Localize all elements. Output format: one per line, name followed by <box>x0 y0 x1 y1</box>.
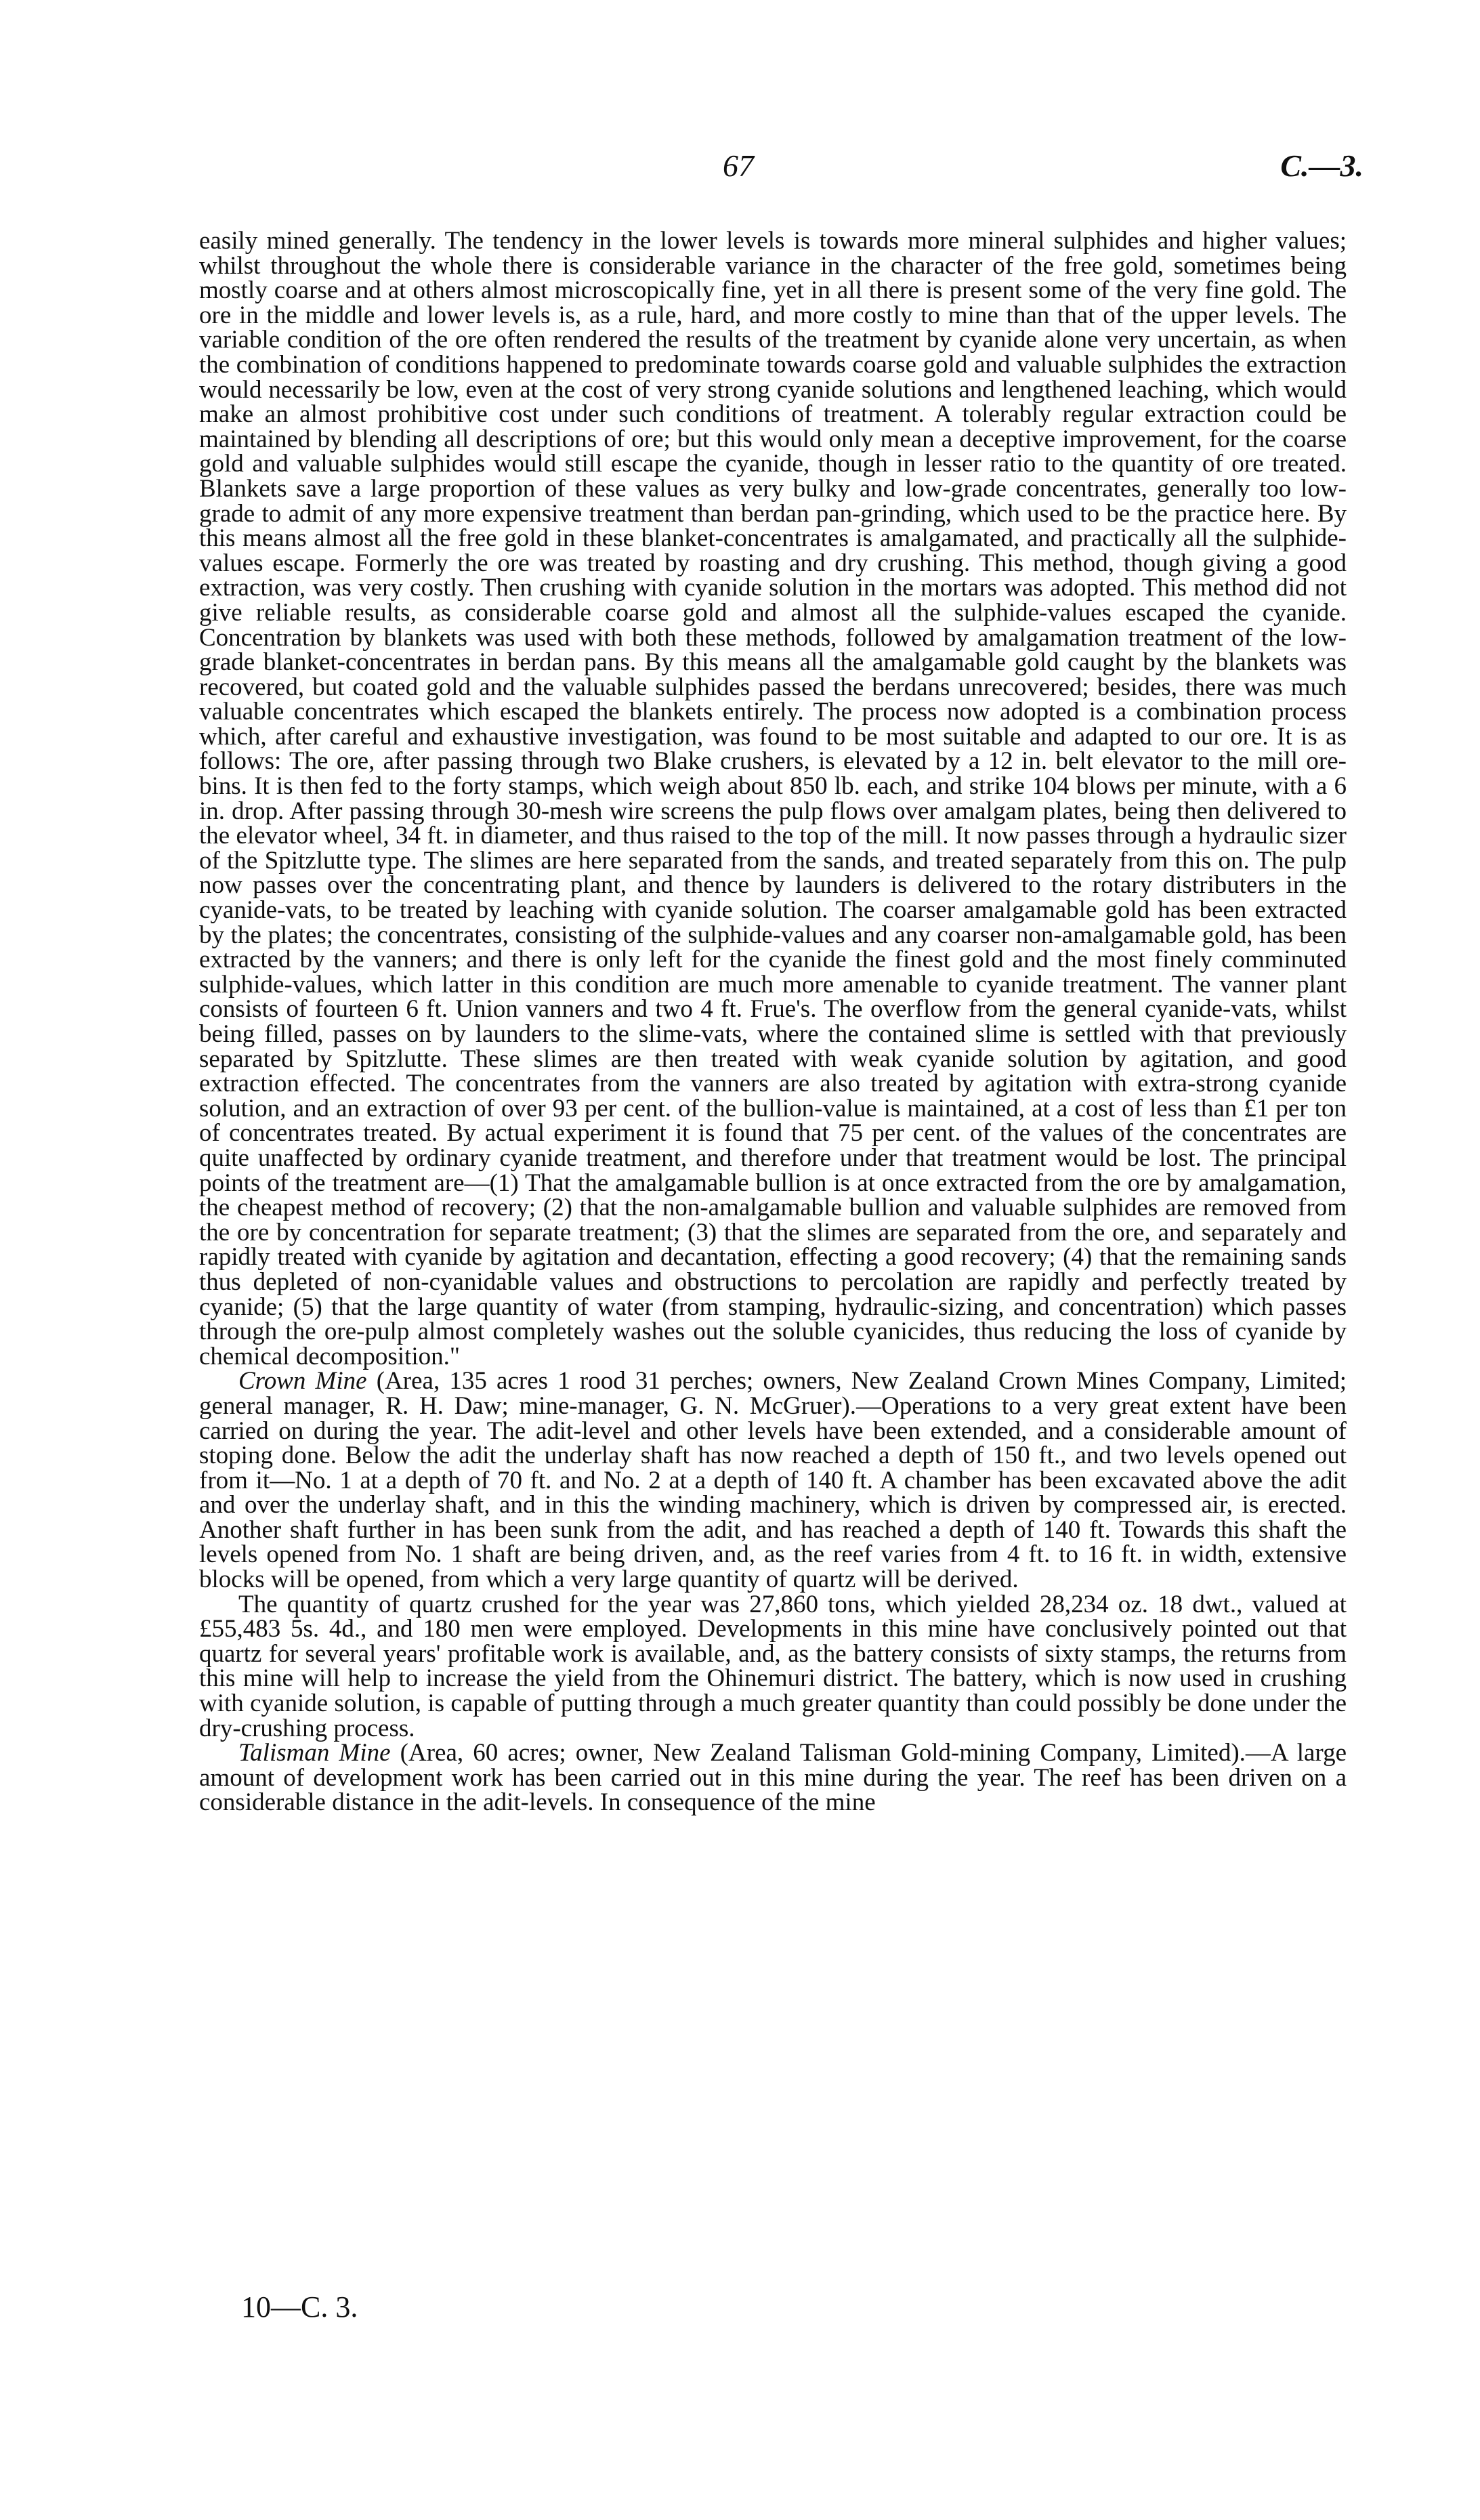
paragraph-crown-mine-body: (Area, 135 acres 1 rood 31 perches; owners, New Zealand Crown Mines Company, Limited; general manager, R. H. Daw; mine-manager, G. N. McGruer).—Operations to a very great extent have been carried on during the year. The adit-level and other levels have been extended, and a considerable amount of stoping done. Below the adit the underlay shaft has now reached a depth of 150 ft., and two levels opened out from it—No. 1 at a depth of 70 ft. and No. 2 at a depth of 140 ft. A chamber has been excavated above the adit and over the underlay shaft, and in this the winding machinery, which is driven by compressed air, is erected. Another shaft further in has been sunk from the adit, and has reached a depth of 140 ft. Towards this shaft the levels opened from No. 1 shaft are being driven, and, as the reef varies from 4 ft. to 16 ft. in width, extensive blocks will be opened, from which a very large quantity of quartz will be derived. <box>199 1367 1347 1594</box>
mine-name-talisman: Talisman Mine <box>238 1739 391 1767</box>
document-reference: C.—3. <box>1280 148 1363 183</box>
paragraph-crown-mine <box>199 1369 1347 1592</box>
page-number: 67 <box>723 148 754 183</box>
body-text <box>199 229 1347 1815</box>
paragraph-talisman-mine-body: (Area, 60 acres; owner, New Zealand Talisman Gold-mining Company, Limited).—A large amount of development work has been carried out in this mine during the year. The reef has been driven on a considerable distance in the adit-levels. In consequence of the mine <box>199 1739 1347 1817</box>
printer-signature: 10—C. 3. <box>241 2290 358 2324</box>
mine-name-crown: Crown Mine <box>238 1367 367 1395</box>
paragraph-talisman-mine <box>199 1741 1347 1815</box>
paragraph-stamper-battery-process: easily mined generally. The tendency in the lower levels is towards more mineral sulphides and higher values; whilst throughout the whole there is considerable variance in the character of the free gold, sometimes being mostly coarse and at others almost microscopically fine, yet in all there is present some of the very fine gold. The ore in the middle and lower levels is, as a rule, hard, and more costly to mine than that of the upper levels. The variable condition of the ore often rendered the results of the treatment by cyanide alone very uncertain, as when the combination of conditions happened to predominate towards coarse gold and valuable sulphides the extraction would necessarily be low, even at the cost of very strong cyanide solutions and lengthened leaching, which would make an almost prohibitive cost under such conditions of treatment. A tolerably regular extraction could be maintained by blending all descriptions of ore; but this would only mean a deceptive improvement, for the coarse gold and valuable sulphides would still escape the cyanide, though in lesser ratio to the quantity of ore treated. Blankets save a large proportion of these values as very bulky and low-grade concentrates, generally too low-grade to admit of any more expensive treatment than berdan pan-grinding, which used to be the practice here. By this means almost all the free gold in these blanket-concentrates is amalgamated, and practically all the sulphide-values escape. Formerly the ore was treated by roasting and dry crushing. This method, though giving a good extraction, was very costly. Then crushing with cyanide solution in the mortars was adopted. This method did not give reliable results, as considerable coarse gold and almost all the sulphide-values escaped the cyanide. Concentration by blankets was used with both these methods, followed by amalgamation treatment of the low-grade blanket-concentrates in berdan pans. By this means all the amalgamable gold caught by the blankets was recovered, but coated gold and the valuable sulphides passed the berdans unrecovered; besides, there was much valuable concentrates which escaped the blankets entirely. The process now adopted is a combination process which, after careful and exhaustive investigation, was found to be most suitable and adapted to our ore. It is as follows: The ore, after passing through two Blake crushers, is elevated by a 12 in. belt elevator to the mill ore-bins. It is then fed to the forty stamps, which weigh about 850 lb. each, and strike 104 blows per minute, with a 6 in. drop. After passing through 30-mesh wire screens the pulp flows over amalgam plates, being then delivered to the elevator wheel, 34 ft. in diameter, and thus raised to the top of the mill. It now passes through a hydraulic sizer of the Spitzlutte type. The slimes are here separated from the sands, and treated separately from this on. The pulp now passes over the concentrating plant, and thence by launders is delivered to the rotary distributers in the cyanide-vats, to be treated by leaching with cyanide solution. The coarser amalgamable gold has been extracted by the plates; the concentrates, consisting of the sulphide-values and any coarser non-amalgamable gold, has been extracted by the vanners; and there is only left for the cyanide the finest gold and the most finely comminuted sulphide-values, which latter in this condition are much more amenable to cyanide treatment. The vanner plant consists of fourteen 6 ft. Union vanners and two 4 ft. Frue's. The overflow from the general cyanide-vats, whilst being filled, passes on by launders to the slime-vats, where the contained slime is settled with that previously separated by Spitzlutte. These slimes are then treated with weak cyanide solution by agitation, and good extraction effected. The concentrates from the vanners are also treated by agitation with extra-strong cyanide solution, and an extraction of over 93 per cent. of the bullion-value is maintained, at a cost of less than £1 per ton of concentrates treated. By actual experiment it is found that 75 per cent. of the values of the concentrates are quite unaffected by ordinary cyanide treatment, and therefore under that treatment would be lost. The principal points of the treatment are—(1) That the amalgamable bullion is at once extracted from the ore by amalgamation, the cheapest method of recovery; (2) that the non-amalgamable bullion and valuable sulphides are removed from the ore by concentration for separate treatment; (3) that the slimes are separated from the ore, and separately and rapidly treated with cyanide by agitation and decantation, effecting a good recovery; (4) that the remaining sands thus depleted of non-cyanidable values and obstructions to percolation are rapidly and perfectly treated by cyanide; (5) that the large quantity of water (from stamping, hydraulic-sizing, and concentration) which passes through the ore-pulp almost completely washes out the soluble cyanicides, thus reducing the loss of cyanide by chemical decomposition." <box>199 227 1347 1370</box>
paragraph-crown-returns: The quantity of quartz crushed for the year was 27,860 tons, which yielded 28,234 oz. 18 dwt., valued at £55,483 5s. 4d., and 180 men were employed. Developments in this mine have conclusively pointed out that quartz for several years' profitable work is available, and, as the battery consists of sixty stamps, the returns from this mine will help to increase the yield from the Ohinemuri district. The battery, which is now used in crushing with cyanide solution, is capable of putting through a much greater quantity than could possibly be done under the dry-crushing process. <box>199 1590 1347 1742</box>
